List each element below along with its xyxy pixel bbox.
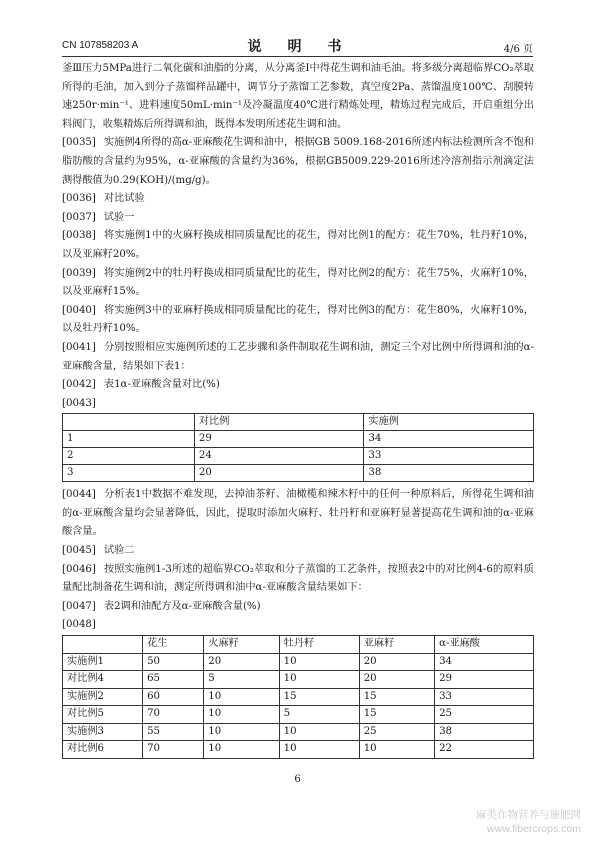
paragraph-0048 <box>62 616 534 635</box>
table-cell: 10 <box>204 706 279 724</box>
table-cell: 2 <box>63 448 195 465</box>
table-header-cell: 对比例 <box>194 414 364 431</box>
paragraph-text: 按照实施例1-3所述的超临界CO₂萃取和分子蒸馏的工艺条件，按照表2中的对比例4-6的原料质量配比制备花生调和油，测定所得调和油中α-亚麻酸含量结果如下： <box>62 563 534 594</box>
table-header-cell: α-亚麻酸 <box>435 636 534 654</box>
paragraph-text: 将实施例3中的亚麻籽换成相同质量配比的花生，得对比例3的配方：花生80%，火麻籽10%，以及牡丹籽10%。 <box>62 304 534 335</box>
table-cell: 50 <box>143 653 204 671</box>
table-cell: 10 <box>279 653 359 671</box>
table-cell: 20 <box>204 653 279 671</box>
table-cell: 55 <box>143 723 204 741</box>
document-body <box>62 60 534 759</box>
paragraph-0041 <box>62 339 534 376</box>
table-row <box>63 741 534 759</box>
table-1 <box>62 413 534 482</box>
table-row <box>63 653 534 671</box>
paragraph-number: [0048] <box>62 619 96 631</box>
page-indicator: 4/6 页 <box>503 44 533 55</box>
table-cell: 33 <box>435 688 534 706</box>
table-cell: 15 <box>279 688 359 706</box>
paragraph-number: [0035] <box>62 137 96 149</box>
table-2 <box>62 635 534 759</box>
table-cell: 10 <box>204 741 279 759</box>
table-cell: 15 <box>359 706 434 724</box>
table1-caption: 表1α-亚麻酸含量对比(%) <box>103 379 220 391</box>
paragraph-number: [0039] <box>62 267 96 279</box>
table-cell: 65 <box>143 671 204 689</box>
table-cell: 10 <box>279 723 359 741</box>
paragraph-text: 实施例4所得的高α-亚麻酸花生调和油中，根据GB 5009.168-2016所述内标法检测所含不饱和脂肪酸的含量约为95%，α-亚麻酸的含量约为36%，根据GB5009.229-2016所述冷溶剂指示剂滴定法测得酸值为0.29(KOH)/(mg/g)。 <box>62 137 534 186</box>
paragraph-number: [0042] <box>62 379 96 391</box>
table-cell: 20 <box>359 653 434 671</box>
table-cell: 70 <box>143 741 204 759</box>
paragraph-text: 试验一 <box>103 211 135 223</box>
table-cell: 22 <box>435 741 534 759</box>
table-row <box>63 448 534 465</box>
table-cell: 10 <box>204 723 279 741</box>
paragraph-0039 <box>62 265 534 302</box>
table-cell: 1 <box>63 431 195 448</box>
table-cell: 34 <box>435 653 534 671</box>
table-header-cell <box>63 414 195 431</box>
table-cell: 5 <box>279 706 359 724</box>
watermark <box>476 808 581 836</box>
table-cell: 38 <box>364 465 534 482</box>
table-cell: 10 <box>279 741 359 759</box>
paragraph-0040 <box>62 302 534 339</box>
page-header <box>62 36 533 54</box>
table-cell: 3 <box>63 465 195 482</box>
table-header-cell: 亚麻籽 <box>359 636 434 654</box>
paragraph-number: [0045] <box>62 545 96 557</box>
paragraph-number: [0037] <box>62 211 96 223</box>
paragraph-0042 <box>62 376 534 395</box>
paragraph-text: 试验二 <box>103 545 135 557</box>
paragraph-number: [0046] <box>62 563 96 575</box>
watermark-site-name: 麻类作物营养与施肥网 <box>476 809 581 821</box>
table-cell: 33 <box>364 448 534 465</box>
table-cell: 25 <box>435 706 534 724</box>
table-cell: 24 <box>194 448 364 465</box>
table-cell: 60 <box>143 688 204 706</box>
table-cell: 对比例6 <box>63 741 143 759</box>
paragraph-0035 <box>62 134 534 190</box>
table-cell: 10 <box>359 741 434 759</box>
table-cell: 20 <box>359 671 434 689</box>
paragraph-number: [0041] <box>62 341 96 353</box>
paragraph-0044 <box>62 486 534 542</box>
watermark-url: www.fibercrops.com <box>487 823 581 835</box>
paragraph-0037 <box>62 209 534 228</box>
table-row <box>63 671 534 689</box>
table-header-row <box>63 414 534 431</box>
table-cell: 25 <box>359 723 434 741</box>
table2-caption: 表2调和油配方及α-亚麻酸含量(%) <box>103 600 261 612</box>
table-row <box>63 431 534 448</box>
table-cell: 实施例1 <box>63 653 143 671</box>
paragraph-number: [0040] <box>62 304 96 316</box>
paragraph-number: [0038] <box>62 230 96 242</box>
table-row <box>63 706 534 724</box>
table-cell: 对比例5 <box>63 706 143 724</box>
table-row <box>63 465 534 482</box>
table-cell: 29 <box>194 431 364 448</box>
table-cell: 10 <box>204 688 279 706</box>
paragraph-0047 <box>62 598 534 617</box>
table-row <box>63 688 534 706</box>
paragraph-text: 分别按照相应实施例所述的工艺步骤和条件制取花生调和油，测定三个对比例中所得调和油的α-亚麻酸含量，结果如下表1： <box>62 341 534 372</box>
table-cell: 15 <box>359 688 434 706</box>
paragraph-number: [0036] <box>62 193 96 205</box>
table-cell: 实施例3 <box>63 723 143 741</box>
page-number: 6 <box>294 774 301 785</box>
paragraph-number: [0043] <box>62 397 96 409</box>
table-cell: 34 <box>364 431 534 448</box>
table-header-cell: 实施例 <box>364 414 534 431</box>
table-cell: 对比例4 <box>63 671 143 689</box>
paragraph-number: [0047] <box>62 600 96 612</box>
paragraph-0046 <box>62 561 534 598</box>
paragraph-continuation: 釜Ⅲ压力5MPa进行二氧化碳和油脂的分离，从分离釜Ⅰ中得花生调和油毛油。将多级分离超临界CO₂萃取所得的毛油，加入到分子蒸馏样品罐中，调节分子蒸馏工艺参数，真空度2Pa、蒸馏温度100℃、刮膜转速250r·min⁻¹、进料速度50mL·min⁻¹及冷凝温度40℃进行精炼处理，精炼过程完成后，开启重组分出料阀门，收集精炼后所得调和油，既得本发明所述花生调和油。 <box>62 63 534 130</box>
table-header-cell <box>63 636 143 654</box>
table-cell: 38 <box>435 723 534 741</box>
paragraph-number: [0044] <box>62 489 96 501</box>
table-header-cell: 牡丹籽 <box>279 636 359 654</box>
table-cell: 实施例2 <box>63 688 143 706</box>
table-header-row <box>63 636 534 654</box>
table-cell: 10 <box>279 671 359 689</box>
paragraph-text: 将实施例2中的牡丹籽换成相同质量配比的花生，得对比例2的配方：花生75%，火麻籽10%，以及亚麻籽15%。 <box>62 267 534 298</box>
table-header-cell: 花生 <box>143 636 204 654</box>
table-cell: 5 <box>204 671 279 689</box>
header-divider <box>62 56 533 57</box>
paragraph-0045 <box>62 542 534 561</box>
paragraph-0038 <box>62 227 534 264</box>
paragraph-text: 对比试验 <box>103 193 145 205</box>
table-row <box>63 723 534 741</box>
table-cell: 20 <box>194 465 364 482</box>
paragraph-0043 <box>62 395 534 414</box>
paragraph-0036 <box>62 190 534 209</box>
table-header-cell: 火麻籽 <box>204 636 279 654</box>
patent-number: CN 107858203 A <box>62 40 139 51</box>
table-cell: 29 <box>435 671 534 689</box>
paragraph-text: 分析表1中数据不难发现，去掉油茶籽、油橄榄和辣木籽中的任何一种原料后，所得花生调和油的α-亚麻酸含量均会显著降低，因此，提取时添加火麻籽、牡丹籽和亚麻籽显著提高花生调和油的α-亚麻酸含量。 <box>62 489 534 538</box>
document-title: 说 明 书 <box>247 39 348 55</box>
table-cell: 70 <box>143 706 204 724</box>
paragraph-text: 将实施例1中的火麻籽换成相同质量配比的花生，得对比例1的配方：花生70%，牡丹籽10%，以及亚麻籽20%。 <box>62 230 534 260</box>
